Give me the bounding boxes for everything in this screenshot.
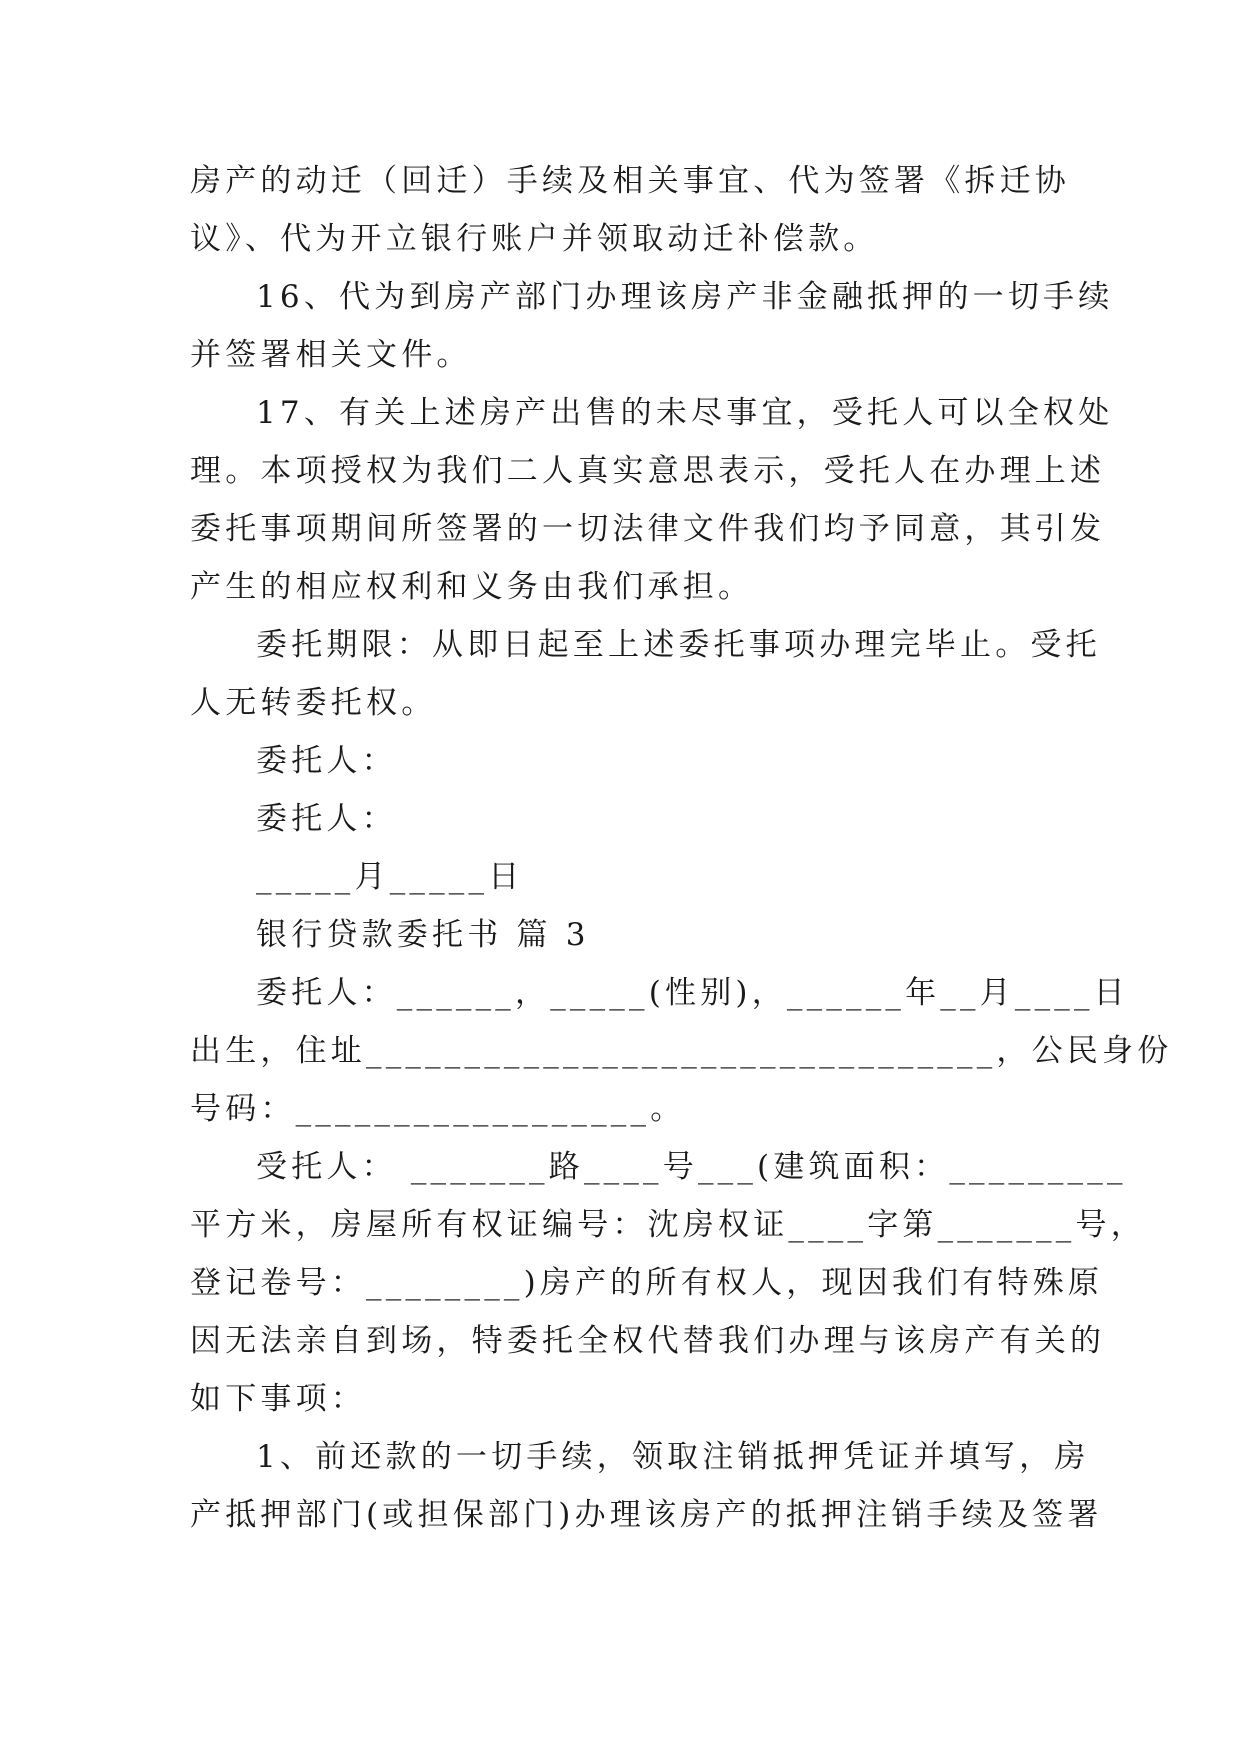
principal-label: 委托人： [256, 743, 397, 779]
text-line: 房产的动迁（回迁）手续及相关事宜、代为签署《拆迁协 [190, 163, 1070, 199]
text-line: 如下事项： [190, 1381, 366, 1417]
text-line: 产生的相应权利和义务由我们承担。 [190, 569, 754, 605]
text-line: 17、有关上述房产出售的未尽事宜，受托人可以全权处 [256, 395, 1114, 431]
date-line: _____月_____日 [256, 859, 524, 895]
document-page [190, 152, 1173, 1544]
text-line: 受托人： _______路____号___(建筑面积：_________ [256, 1149, 1127, 1185]
principal-label: 委托人： [256, 801, 397, 837]
text-line: 理。本项授权为我们二人真实意思表示，受托人在办理上述 [190, 453, 1106, 489]
section-heading: 银行贷款委托书 篇 3 [256, 917, 590, 953]
text-line: 产抵押部门(或担保部门)办理该房产的抵押注销手续及签署 [190, 1497, 1103, 1533]
text-line: 委托期限：从即日起至上述委托事项办理完毕止。受托 [256, 627, 1101, 663]
text-line: 出生，住址________________________________，公民身份 [190, 1033, 1173, 1069]
text-line: 委托人：______，_____(性别)，______年__月____日 [256, 975, 1129, 1011]
text-line: 人无转委托权。 [190, 685, 437, 721]
text-line: 议》、代为开立银行账户并领取动迁补偿款。 [190, 221, 879, 257]
text-line: 委托事项期间所签署的一切法律文件我们均予同意，其引发 [190, 511, 1106, 547]
text-line: 16、代为到房产部门办理该房产非金融抵押的一切手续 [256, 279, 1114, 315]
text-line: 号码：__________________。 [190, 1091, 686, 1127]
text-line: 因无法亲自到场，特委托全权代替我们办理与该房产有关的 [190, 1323, 1106, 1359]
text-line: 平方米，房屋所有权证编号：沈房权证____字第_______号， [190, 1207, 1146, 1243]
text-line: 1、前还款的一切手续，领取注销抵押凭证并填写，房 [256, 1439, 1090, 1475]
text-line: 登记卷号：________)房产的所有权人，现因我们有特殊原 [190, 1265, 1104, 1301]
text-line: 并签署相关文件。 [190, 337, 472, 373]
